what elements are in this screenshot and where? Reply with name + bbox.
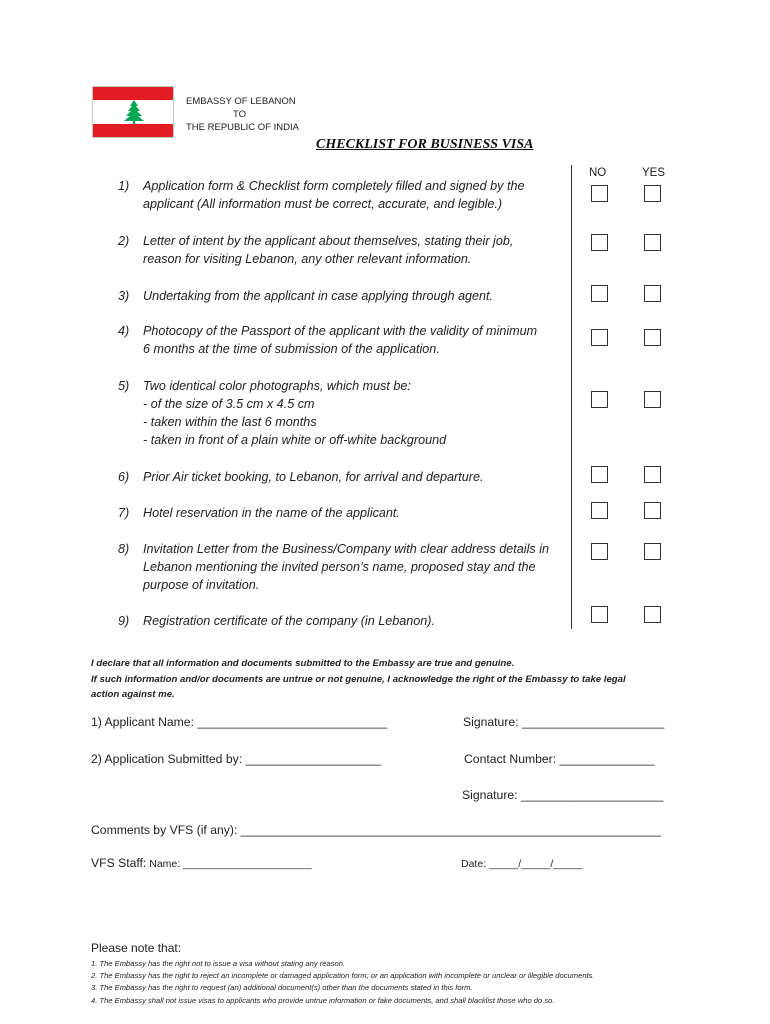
checklist-item-7 xyxy=(118,504,573,522)
item-text: Prior Air ticket booking, to Lebanon, for arrival and departure. xyxy=(143,470,484,484)
checklist-item-8 xyxy=(118,540,573,594)
note-item-1: 1. The Embassy has the right not to issue a visa without stating any reason. xyxy=(91,959,346,968)
item-text: Letter of intent by the applicant about themselves, stating their job, reason for visiting Lebanon, any other relevant information. xyxy=(143,234,514,266)
note-item-4: 4. The Embassy shall not issue visas to applicants who provide untrue information or fake documents, and shall blacklist those who do so. xyxy=(91,995,555,1005)
notes-heading: Please note that: xyxy=(91,941,182,955)
embassy-line-3: THE REPUBLIC OF INDIA xyxy=(186,122,299,133)
vfs-staff-label: VFS Staff: xyxy=(91,856,147,870)
vfs-staff-name-field[interactable]: Name: ______________________ xyxy=(146,858,312,870)
column-yes-header: YES xyxy=(642,167,666,179)
item-number: 3) xyxy=(118,289,130,303)
notes-list xyxy=(91,958,731,1007)
signature-field-1[interactable]: Signature: _____________________ xyxy=(463,715,665,729)
item-text: Two identical color photographs, which must be: - of the size of 3.5 cm x 4.5 cm - taken within the last 6 months - taken in front of a plain white or off-white background xyxy=(143,379,447,447)
item-text: Application form & Checklist form completely filled and signed by the applicant (All information must be correct, accurate, and legible.) xyxy=(143,179,525,211)
item-number: 4) xyxy=(118,324,130,338)
declaration-line-1: I declare that all information and documents submitted to the Embassy are true and genuine. xyxy=(91,658,515,669)
item-number: 1) xyxy=(118,179,130,193)
note-item-3: 3. The Embassy has the right to request (an) additional document(s) other than the documents stated in this form. xyxy=(91,983,473,993)
item-4-yes-checkbox[interactable] xyxy=(644,329,661,346)
item-text: Undertaking from the applicant in case applying through agent. xyxy=(143,289,494,303)
item-text: Registration certificate of the company (in Lebanon). xyxy=(143,614,435,628)
item-text: Photocopy of the Passport of the applicant with the validity of minimum 6 months at the time of submission of the application. xyxy=(143,324,538,356)
item-number: 8) xyxy=(118,542,130,556)
item-7-yes-checkbox[interactable] xyxy=(644,502,661,519)
item-3-yes-checkbox[interactable] xyxy=(644,285,661,302)
lebanon-flag-logo xyxy=(92,86,174,138)
declaration-text xyxy=(91,656,681,703)
signature-field-2[interactable]: Signature: _____________________ xyxy=(462,788,664,802)
item-9-no-checkbox[interactable] xyxy=(591,606,608,623)
checklist-item-1 xyxy=(118,177,573,213)
item-7-no-checkbox[interactable] xyxy=(591,502,608,519)
item-number: 5) xyxy=(118,379,130,393)
item-1-yes-checkbox[interactable] xyxy=(644,185,661,202)
item-5-yes-checkbox[interactable] xyxy=(644,391,661,408)
flag-red-band-bottom xyxy=(93,124,173,137)
date-field[interactable]: Date: _____/_____/_____ xyxy=(461,858,583,870)
item-number: 2) xyxy=(118,234,130,248)
item-2-yes-checkbox[interactable] xyxy=(644,234,661,251)
checklist-item-2 xyxy=(118,232,573,268)
declaration-line-3: action against me. xyxy=(91,689,175,700)
item-8-yes-checkbox[interactable] xyxy=(644,543,661,560)
contact-number-field[interactable]: Contact Number: ______________ xyxy=(464,752,655,766)
page-title: CHECKLIST FOR BUSINESS VISA xyxy=(316,137,534,152)
item-number: 9) xyxy=(118,614,130,628)
item-2-no-checkbox[interactable] xyxy=(591,234,608,251)
applicant-name-field[interactable]: 1) Applicant Name: ____________________________ xyxy=(91,715,388,729)
item-text: Hotel reservation in the name of the applicant. xyxy=(143,506,400,520)
embassy-line-2: TO xyxy=(233,109,247,120)
embassy-heading xyxy=(186,95,299,134)
item-3-no-checkbox[interactable] xyxy=(591,285,608,302)
checklist-item-4 xyxy=(118,322,573,358)
item-number: 7) xyxy=(118,506,130,520)
item-5-no-checkbox[interactable] xyxy=(591,391,608,408)
checklist-item-3 xyxy=(118,287,573,305)
vfs-comments-field[interactable]: Comments by VFS (if any): ______________________________________________________________ xyxy=(91,823,661,837)
item-9-yes-checkbox[interactable] xyxy=(644,606,661,623)
note-item-2: 2. The Embassy has the right to reject an incomplete or damaged application form; or an application with incomplete or unclear or illegible documents. xyxy=(91,971,595,981)
vfs-staff-field[interactable] xyxy=(91,856,312,870)
checklist-item-6 xyxy=(118,468,573,486)
item-text: Invitation Letter from the Business/Company with clear address details in Lebanon mentioning the invited person’s name, proposed stay and the purpose of invitation. xyxy=(143,542,549,592)
embassy-line-1: EMBASSY OF LEBANON xyxy=(186,96,296,107)
column-no-header: NO xyxy=(589,167,607,179)
item-4-no-checkbox[interactable] xyxy=(591,329,608,346)
checklist-item-5 xyxy=(118,377,573,449)
item-6-no-checkbox[interactable] xyxy=(591,466,608,483)
declaration-line-2: If such information and/or documents are untrue or not genuine, I acknowledge the right of the Embassy to take legal xyxy=(91,673,626,685)
submitted-by-field[interactable]: 2) Application Submitted by: ____________________ xyxy=(91,752,382,766)
item-number: 6) xyxy=(118,470,130,484)
item-8-no-checkbox[interactable] xyxy=(591,543,608,560)
checklist-item-9 xyxy=(118,612,573,630)
item-6-yes-checkbox[interactable] xyxy=(644,466,661,483)
item-1-no-checkbox[interactable] xyxy=(591,185,608,202)
cedar-tree-icon xyxy=(121,99,147,126)
